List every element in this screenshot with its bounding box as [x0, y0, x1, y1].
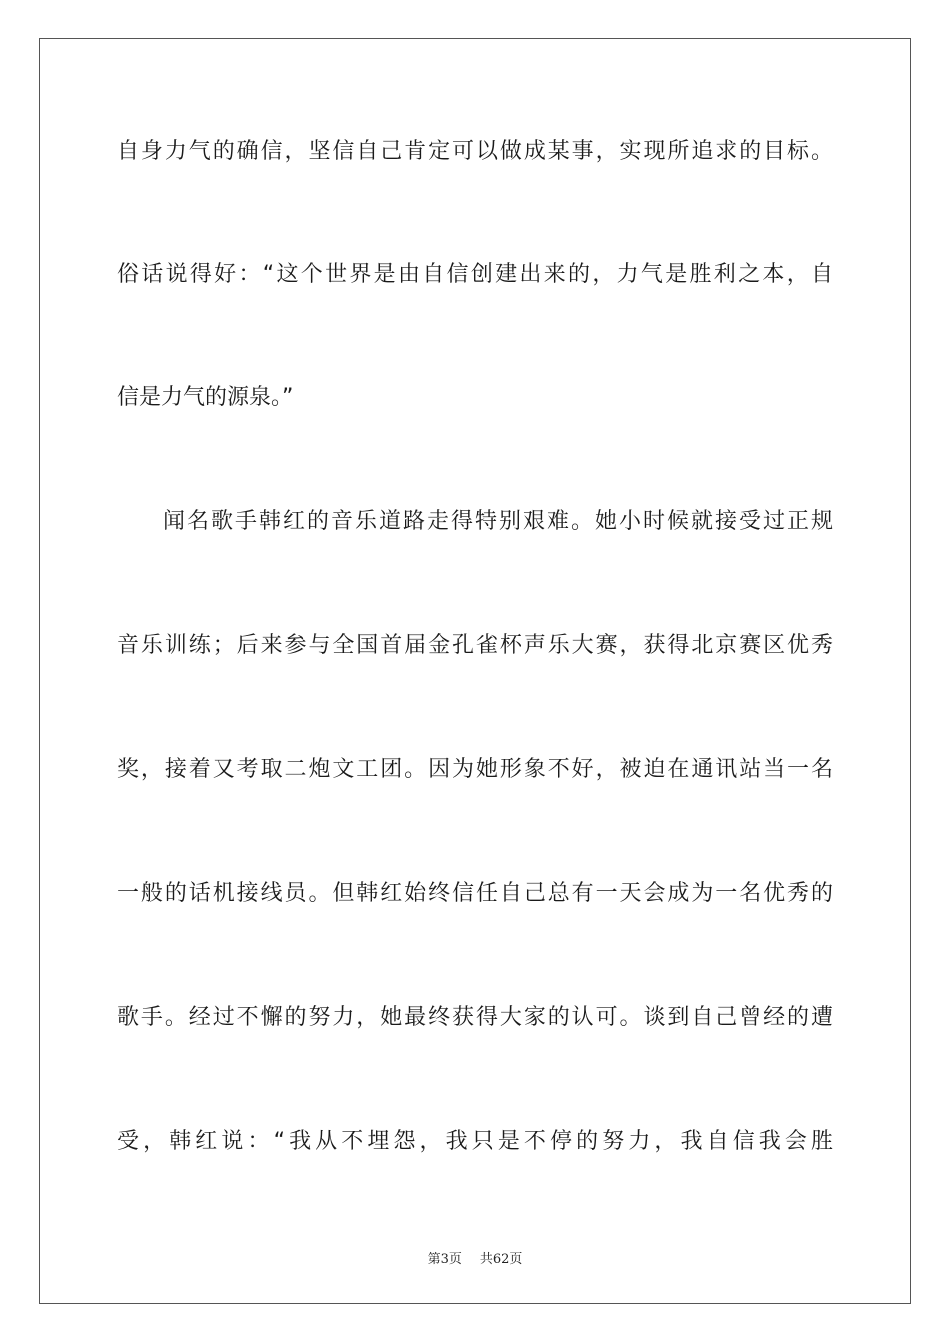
text-line-2: 俗话说得好：“这个世界是由自信创建出来的，力气是胜利之本，自 [117, 262, 833, 287]
text-line-5: 音乐训练；后来参与全国首届金孔雀杯声乐大赛，获得北京赛区优秀 [117, 633, 833, 658]
total-pages: 共62页 [479, 1252, 523, 1267]
text-line-3: 信是力气的源泉。” [117, 385, 294, 410]
text-line-8: 歌手。经过不懈的努力，她最终获得大家的认可。谈到自己曾经的遭 [117, 1005, 833, 1030]
text-line-4: 闻名歌手韩红的音乐道路走得特别艰难。她小时候就接受过正规 [163, 509, 833, 534]
text-line-1: 自身力气的确信，坚信自己肯定可以做成某事，实现所追求的目标。 [117, 139, 833, 164]
text-line-6: 奖，接着又考取二炮文工团。因为她形象不好，被迫在通讯站当一名 [117, 757, 833, 782]
text-line-9: 受，韩红说：“我从不埋怨，我只是不停的努力，我自信我会胜 [117, 1129, 833, 1154]
page-footer [0, 1248, 950, 1267]
text-line-7: 一般的话机接线员。但韩红始终信任自己总有一天会成为一名优秀的 [117, 881, 833, 906]
page-number: 第3页 [427, 1252, 462, 1267]
page-border [39, 38, 911, 1304]
